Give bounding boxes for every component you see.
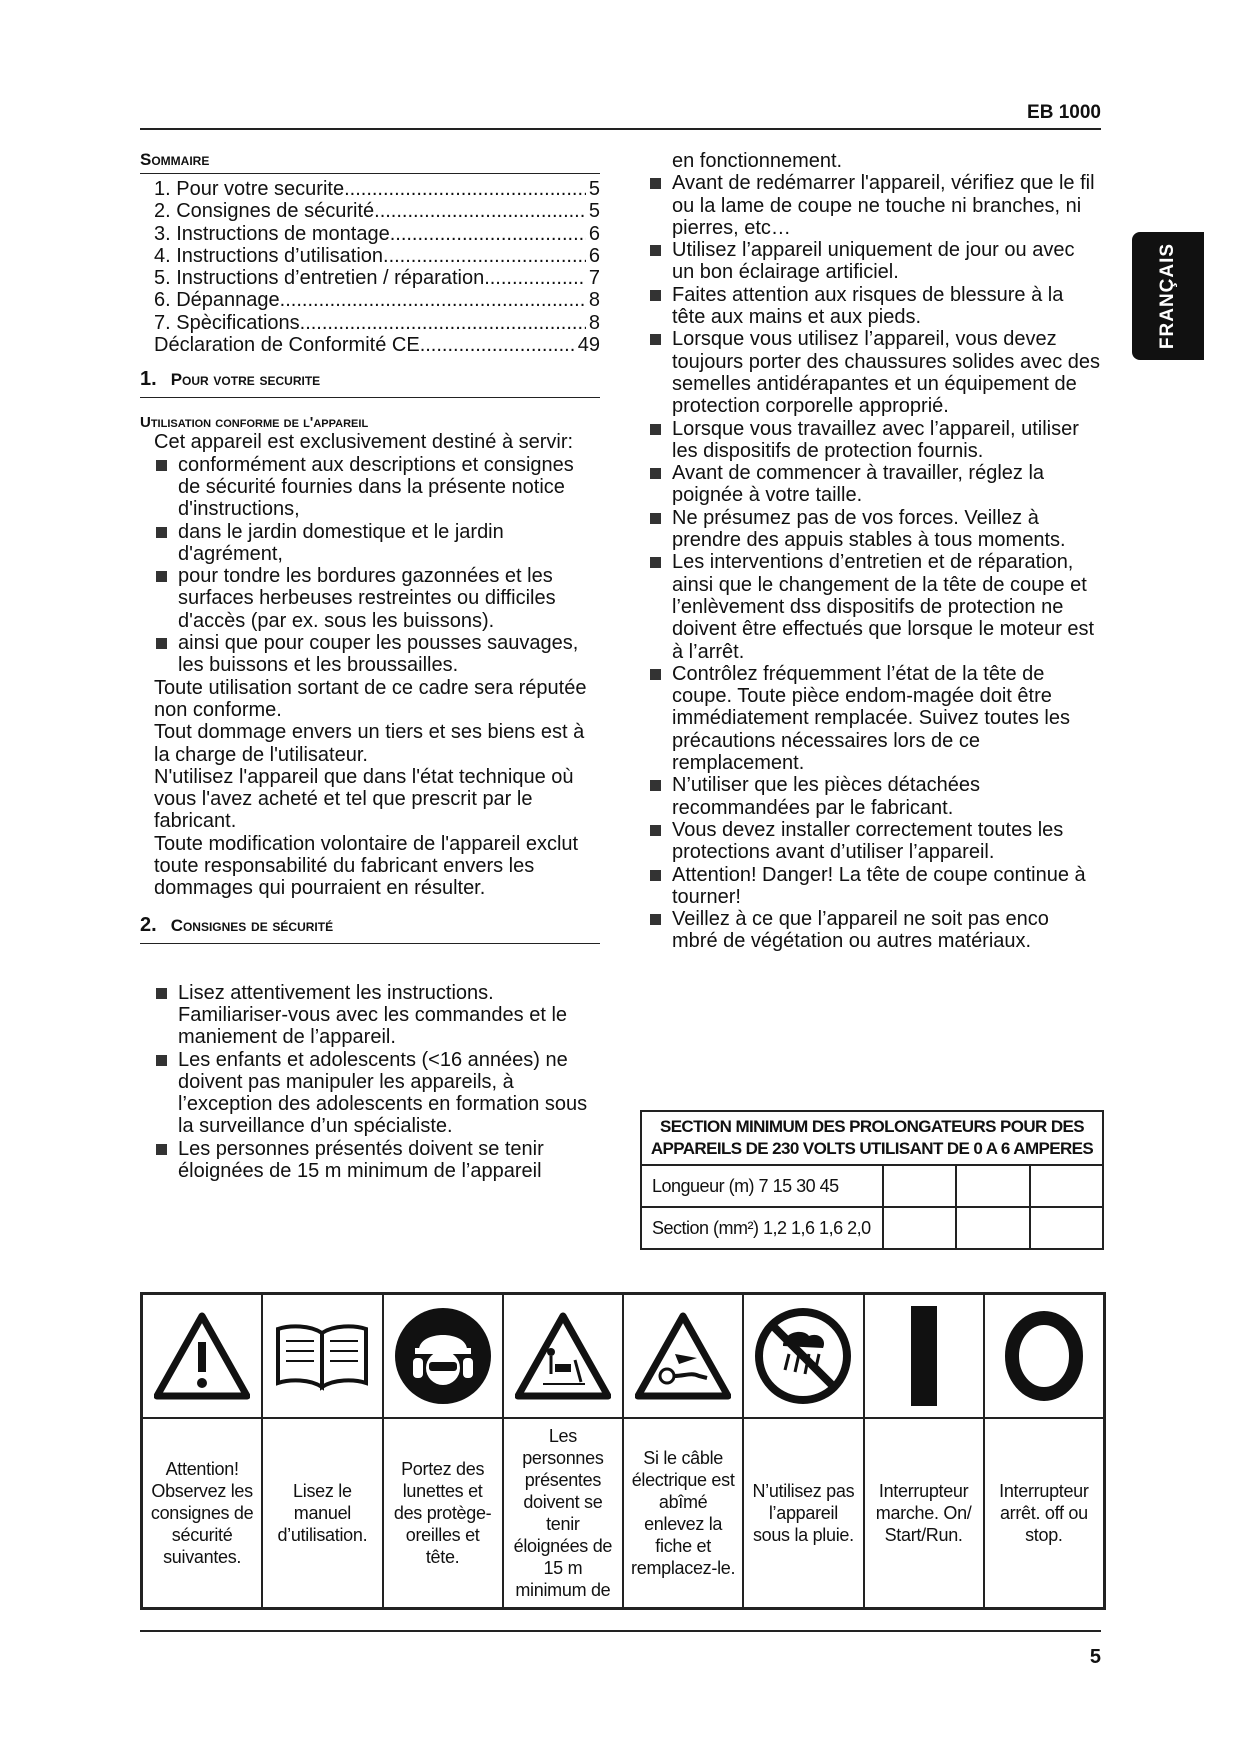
left-column bbox=[140, 150, 600, 1182]
intro-text: Cet appareil est exclusivement destiné à servir: bbox=[154, 431, 574, 454]
pictogram-text: N’utilisez pas l’appareil sous la pluie. bbox=[744, 1417, 862, 1607]
list-item: Ne présumez pas de vos forces. Veillez à prendre des appuis stables à tous moments. bbox=[648, 507, 1100, 552]
toc-entry: 7. Spècifications ..... 8 bbox=[154, 312, 600, 334]
list-item: dans le jardin domestique et le jardin d'agrément, bbox=[154, 521, 600, 566]
pictogram-cell bbox=[985, 1295, 1103, 1607]
list-item: Attention! Danger! La tête de coupe continue à tourner! bbox=[648, 864, 1100, 909]
list-item: Les personnes présentés doivent se tenir éloignées de 15 m minimum de l’appareil bbox=[154, 1138, 600, 1183]
header-divider bbox=[140, 128, 1101, 130]
list-item: Veillez à ce que l’appareil ne soit pas enco mbré de végétation ou autres matériaux. bbox=[648, 908, 1100, 953]
language-tab bbox=[1132, 232, 1204, 360]
pictogram-cell bbox=[744, 1295, 864, 1607]
toc-entry: 2. Consignes de sécurité ..... 5 bbox=[154, 200, 600, 222]
pictogram-text: Attention! Observez les consignes de sécurité suivantes. bbox=[143, 1417, 261, 1607]
table-cell: Longueur (m) 7 15 30 45 bbox=[642, 1166, 884, 1206]
toc-entry: 1. Pour votre securite ..... 5 bbox=[154, 178, 600, 200]
pictogram-cell bbox=[263, 1295, 383, 1607]
warning-triangle-icon bbox=[143, 1295, 261, 1417]
list-item: Les interventions d’entretien et de réparation, ainsi que le changement de la tête de coupe et l’enlèvement dss dispositifs de protection ne doivent être effectués que lorsque le moteur est à l’arrêt. bbox=[648, 551, 1100, 662]
list-item: Contrôlez fréquemment l’état de la tête de coupe. Toute pièce endom-magée doit être immédiatement remplacée. Suivez toutes les précautions nécessaires lors de ce remplacement. bbox=[648, 663, 1100, 774]
list-item: Utilisez l’appareil uniquement de jour ou avec un bon éclairage artificiel. bbox=[648, 239, 1100, 284]
paragraph: N'utilisez l'appareil que dans l'état technique où vous l'avez acheté et tel que prescrit par le fabricant. bbox=[154, 765, 574, 833]
pictogram-text: Interrupteur arrêt. off ou stop. bbox=[985, 1417, 1103, 1607]
table-cell bbox=[957, 1208, 1030, 1248]
list-item: Avant de redémarrer l'appareil, vérifiez que le fil ou la lame de coupe ne touche ni branches, ni pierres, etc… bbox=[648, 172, 1100, 239]
safety-list-right bbox=[648, 172, 1100, 952]
pictogram-cell bbox=[143, 1295, 263, 1607]
paragraph: Toute utilisation sortant de ce cadre sera réputée non conforme. bbox=[154, 676, 587, 721]
distance-15m-icon bbox=[504, 1295, 622, 1417]
toc-entry: 4. Instructions d’utilisation ..... 6 bbox=[154, 245, 600, 267]
table-of-contents bbox=[154, 178, 600, 356]
section-1-subtitle: Utilisation conforme de l'appareil bbox=[140, 414, 369, 432]
document-model: EB 1000 bbox=[1027, 102, 1101, 123]
list-item: pour tondre les bordures gazonnées et les surfaces herbeuses restreintes ou difficiles d'accès (par ex. sous les buissons). bbox=[154, 565, 600, 632]
language-tab-label: FRANÇAIS bbox=[1157, 242, 1178, 350]
pictogram-cell bbox=[504, 1295, 624, 1607]
pictogram-text: Si le câble électrique est abîmé enlevez la fiche et remplacez-le. bbox=[624, 1417, 742, 1607]
section-2-body-left bbox=[154, 982, 600, 1183]
switch-off-icon bbox=[985, 1295, 1103, 1417]
manual-book-icon bbox=[263, 1295, 381, 1417]
pictogram-cell bbox=[384, 1295, 504, 1607]
pictogram-table bbox=[140, 1292, 1106, 1610]
table-cell bbox=[957, 1166, 1030, 1206]
list-item: ainsi que pour couper les pousses sauvages, les buissons et les broussailles. bbox=[154, 632, 600, 677]
pictogram-text: Lisez le manuel d’utilisation. bbox=[263, 1417, 381, 1607]
extension-table-heading: SECTION MINIMUM DES PROLONGATEURS POUR DES APPAREILS DE 230 VOLTS UTILISANT DE 0 A 6 AMPERES bbox=[642, 1112, 1102, 1166]
paragraph: Tout dommage envers un tiers et ses biens est à la charge de l'utilisateur. bbox=[154, 721, 585, 766]
paragraph: Toute modification volontaire de l'appareil exclut toute responsabilité du fabricant envers les dommages qui pourraient en résulter. bbox=[154, 832, 579, 900]
list-item: Lisez attentivement les instructions. Familiariser-vous avec les commandes et le maniement de l’appareil. bbox=[154, 982, 600, 1049]
table-cell bbox=[1031, 1166, 1102, 1206]
section-1-body bbox=[154, 431, 600, 899]
list-item: Avant de commencer à travailler, réglez la poignée à votre taille. bbox=[648, 462, 1100, 507]
no-rain-icon bbox=[744, 1295, 862, 1417]
page-number: 5 bbox=[1089, 1646, 1101, 1668]
table-cell bbox=[884, 1208, 957, 1248]
cable-damage-icon bbox=[624, 1295, 742, 1417]
protective-gear-icon bbox=[384, 1295, 502, 1417]
table-cell: Section (mm²) 1,2 1,6 1,6 2,0 bbox=[642, 1208, 884, 1248]
section-2-heading: 2. Consignes de sécurité bbox=[140, 914, 600, 944]
toc-entry: 5. Instructions d’entretien / réparation ..... 7 bbox=[154, 267, 600, 289]
list-item: conformément aux descriptions et consignes de sécurité fournies dans la présente notice d'instructions, bbox=[154, 454, 600, 521]
list-item: Faites attention aux risques de blessure à la tête aux mains et aux pieds. bbox=[648, 284, 1100, 329]
toc-entry: 3. Instructions de montage ..... 6 bbox=[154, 223, 600, 245]
switch-on-icon bbox=[865, 1295, 983, 1417]
usage-list bbox=[154, 454, 600, 677]
toc-title: Sommaire bbox=[140, 150, 600, 174]
continuation-text: en fonctionnement. bbox=[672, 150, 843, 172]
pictogram-text: Interrupteur marche. On/ Start/Run. bbox=[865, 1417, 983, 1607]
footer-divider bbox=[140, 1630, 1101, 1632]
list-item: Lorsque vous travaillez avec l’appareil, utiliser les dispositifs de protection fournis. bbox=[648, 418, 1100, 463]
toc-entry: 6. Dépannage ..... 8 bbox=[154, 289, 600, 311]
pictogram-text: Portez des lunettes et des protège-oreilles et tête. bbox=[384, 1417, 502, 1607]
safety-list-left bbox=[154, 982, 600, 1183]
section-1-heading: 1. Pour votre securite bbox=[140, 368, 600, 398]
table-cell bbox=[884, 1166, 957, 1206]
pictogram-cell bbox=[624, 1295, 744, 1607]
table-row bbox=[642, 1166, 1102, 1208]
list-item: Lorsque vous utilisez l’appareil, vous devez toujours porter des chaussures solides avec des semelles antidérapantes et un équipement de protection corporelle approprié. bbox=[648, 328, 1100, 417]
toc-entry: Déclaration de Conformité CE ..... 49 bbox=[154, 334, 600, 356]
extension-cable-table bbox=[640, 1110, 1104, 1250]
pictogram-text: Les personnes présentes doivent se tenir éloignées de 15 m minimum de bbox=[504, 1417, 622, 1607]
table-row bbox=[642, 1208, 1102, 1248]
table-cell bbox=[1031, 1208, 1102, 1248]
list-item: N’utiliser que les pièces détachées recommandées par le fabricant. bbox=[648, 774, 1100, 819]
list-item: Les enfants et adolescents (<16 années) ne doivent pas manipuler les appareils, à l’exception des adolescents en formation sous la surveillance d’un spécialiste. bbox=[154, 1049, 600, 1138]
list-item: Vous devez installer correctement toutes les protections avant d’utiliser l’appareil. bbox=[648, 819, 1100, 864]
pictogram-cell bbox=[865, 1295, 985, 1607]
right-column bbox=[648, 150, 1100, 953]
